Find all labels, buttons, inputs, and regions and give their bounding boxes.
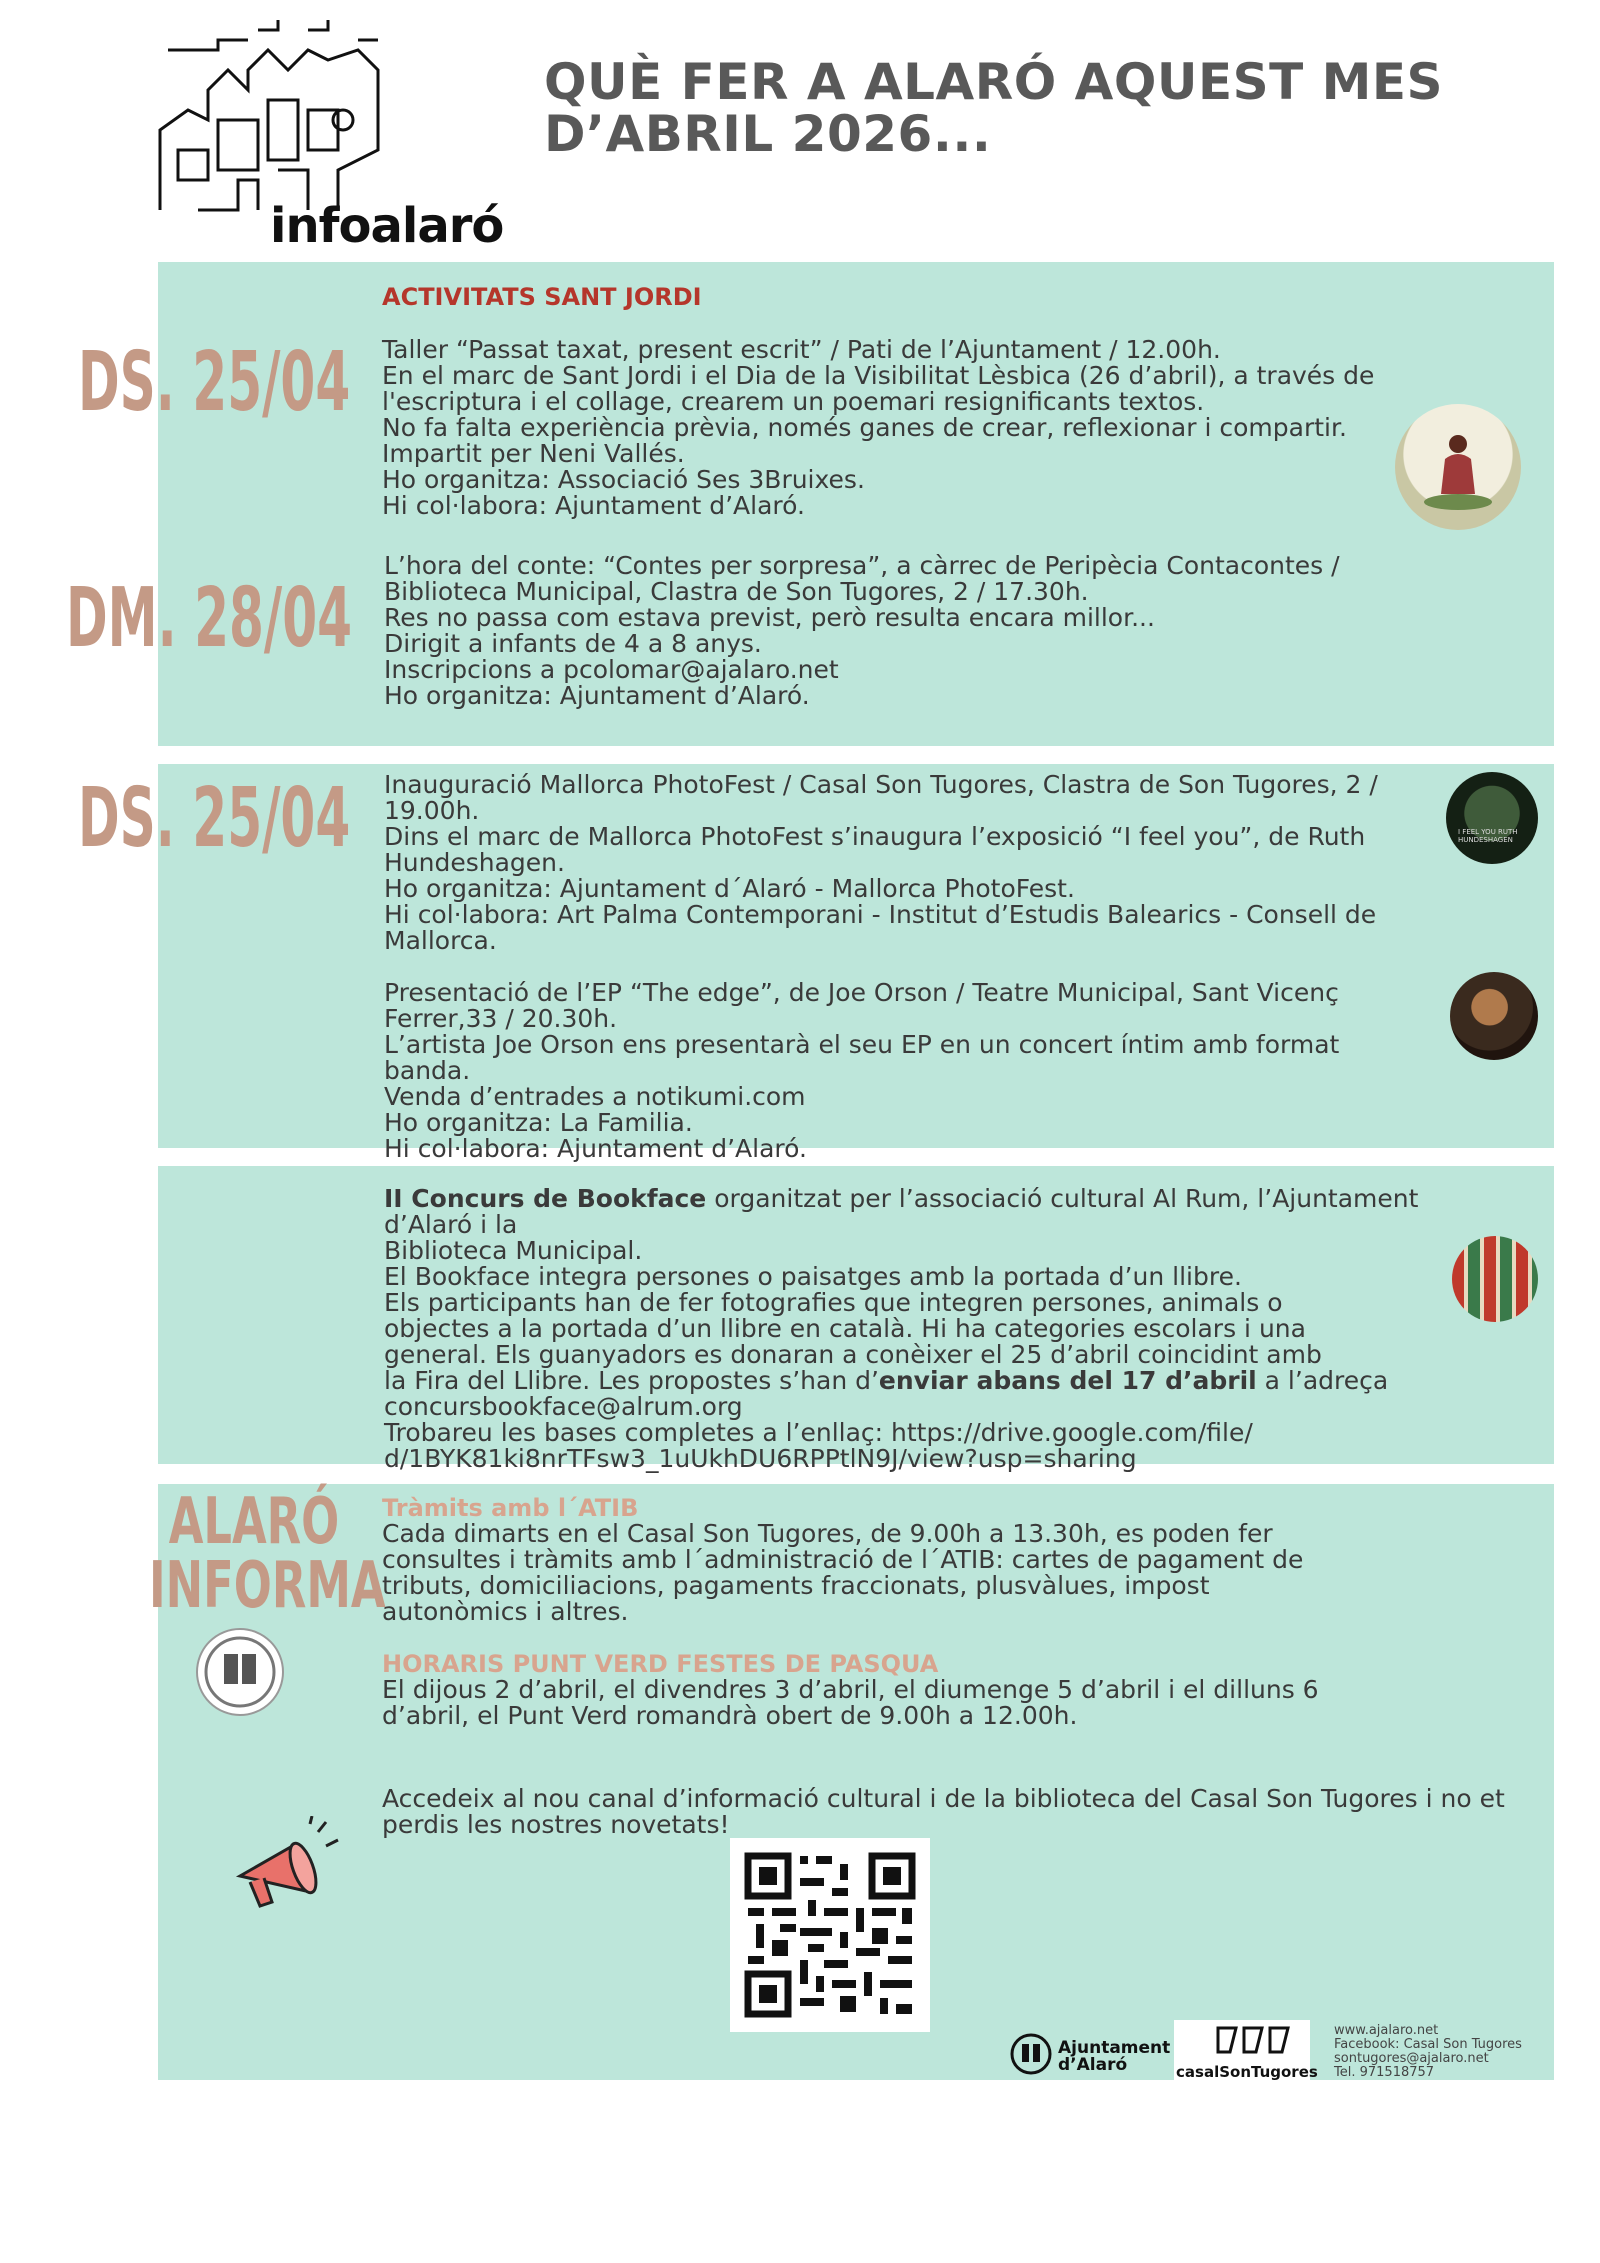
event-photo bbox=[1395, 404, 1521, 530]
bookface-photo bbox=[1452, 1236, 1538, 1322]
event-description: Presentació de l’EP “The edge”, de Joe Orson / Teatre Municipal, Sant Vicenç Ferrer,33 / 20.30h. L’artista Joe Orson ens presentarà el seu EP en un concert íntim amb format banda. Venda d’entrades a notikumi.com Ho organitza: La Familia. Hi col·labora: Ajuntament d’Alaró. bbox=[384, 978, 1340, 1163]
reading-woman-icon bbox=[1395, 404, 1521, 530]
page-title bbox=[544, 53, 1444, 163]
ajuntament-logo-text bbox=[1058, 2040, 1170, 2074]
event-date: DS. 25/04 bbox=[78, 335, 351, 430]
alaro-informa-title bbox=[149, 1485, 386, 1623]
side-title-line1: ALARÓ bbox=[168, 1485, 340, 1559]
footer-facebook[interactable]: Facebook: Casal Son Tugores bbox=[1334, 2037, 1522, 2052]
footer-email[interactable]: sontugores@ajalaro.net bbox=[1334, 2051, 1489, 2066]
bookface-description bbox=[384, 1186, 1514, 1472]
side-title-line2: INFORMA bbox=[149, 1549, 386, 1623]
photofest-photo bbox=[1446, 772, 1538, 864]
coat-of-arms-icon bbox=[198, 1630, 282, 1714]
joe-orson-photo bbox=[1450, 972, 1538, 1060]
event-date: DS. 25/04 bbox=[78, 771, 351, 866]
bookface-title: II Concurs de Bookface bbox=[384, 1184, 707, 1213]
channel-text: Accedeix al nou canal d’informació cultural i de la biblioteca del Casal Son Tugores i no et perdis les nostres novetats! bbox=[382, 1784, 1505, 1839]
photofest-caption: I FEEL YOU RUTH HUNDESHAGEN bbox=[1458, 828, 1518, 844]
ajuntament-seal-icon bbox=[196, 1628, 284, 1716]
footer-tel: Tel. 971518757 bbox=[1334, 2065, 1435, 2080]
atib-text: Cada dimarts en el Casal Son Tugores, de 9.00h a 13.30h, es poden fer consultes i tràmits amb l´administració de l´ATIB: cartes de pagament de tributs, domiciliacions, pagaments fraccionats, plusvàlues, impost autonòmics i altres. bbox=[382, 1519, 1304, 1626]
event-description: Inauguració Mallorca PhotoFest / Casal Son Tugores, Clastra de Son Tugores, 2 / 19.00h. Dins el marc de Mallorca PhotoFest s’inaugura l’exposició “I feel you”, de Ruth Hundeshagen. Ho organitza: Ajuntament d´Alaró - Mallorca PhotoFest. Hi col·labora: Art Palma Contemporani - Institut d’Estudis Balearics - Consell de Mallorca. bbox=[384, 770, 1378, 955]
ajuntament-logo-icon bbox=[1010, 2030, 1052, 2078]
casal-logo bbox=[1174, 2020, 1318, 2084]
casal-name: casalSonTugores bbox=[1176, 2063, 1318, 2081]
footer-web[interactable]: www.ajalaro.net bbox=[1334, 2023, 1439, 2038]
page-title-line1: QUÈ FER A ALARÓ AQUEST MES bbox=[544, 53, 1444, 111]
footer-contact bbox=[1334, 2024, 1522, 2080]
punt-verd-title: HORARIS PUNT VERD FESTES DE PASQUA bbox=[382, 1650, 939, 1678]
page-title-line2: D’ABRIL 2026... bbox=[544, 105, 992, 163]
atib-title: Tràmits amb l´ATIB bbox=[382, 1494, 639, 1522]
bookface-outro: a l’adreça concursbookface@alrum.org Trobareu les bases completes a l’enllaç: https://drive.google.com/file/ d/1BYK81ki8nrTFsw3_1uUkhDU6RPPtlN9J/view?usp=sharing bbox=[384, 1366, 1389, 1473]
qr-code[interactable] bbox=[730, 1838, 930, 2032]
event-description: Taller “Passat taxat, present escrit” / Pati de l’Ajuntament / 12.00h. En el marc de Sant Jordi i el Dia de la Visibilitat Lèsbica (26 d’abril), a través de l'escriptura i el collage, crearem un poemari resignificants textos. No fa falta experiència prèvia, només ganes de crear, reflexionar i compartir. Impartit per Neni Vallés. Ho organitza: Associació Ses 3Bruixes. Hi col·labora: Ajuntament d’Alaró. bbox=[382, 335, 1375, 520]
ajuntament-line2: d’Alaró bbox=[1058, 2055, 1128, 2075]
bookface-deadline: enviar abans del 17 d’abril bbox=[878, 1366, 1257, 1395]
brand-name: infoalaró bbox=[270, 198, 504, 254]
megaphone-icon bbox=[226, 1816, 346, 1936]
event-description: L’hora del conte: “Contes per sorpresa”, a càrrec de Peripècia Contacontes / Biblioteca Municipal, Clastra de Son Tugores, 2 / 17.30h. Res no passa com estava previst, però resulta encara millor... Dirigit a infants de 4 a 8 anys. Inscripcions a pcolomar@ajalaro.net Ho organitza: Ajuntament d’Alaró. bbox=[384, 551, 1340, 710]
casal-blocks-icon bbox=[1174, 2022, 1310, 2058]
section-title: ACTIVITATS SANT JORDI bbox=[382, 283, 702, 311]
bookface-intro: organitzat per l’associació cultural Al Rum, l’Ajuntament d’Alaró i la Biblioteca Municipal. El Bookface integra persones o paisatges amb la portada d’un llibre. Els participants han de fer fotografies que integren persones, animals o objectes a la portada d’un llibre en català. Hi ha categories escolars i una general. Els guanyadors es donaran a conèixer el 25 d’abril coincidint amb la Fira del Llibre. Les propostes s’han d’ bbox=[384, 1184, 1419, 1395]
event-date: DM. 28/04 bbox=[66, 571, 353, 666]
ajuntament-line1: Ajuntament bbox=[1058, 2038, 1171, 2058]
qr-code-icon bbox=[730, 1838, 930, 2032]
punt-verd-text: El dijous 2 d’abril, el divendres 3 d’abril, el diumenge 5 d’abril i el dilluns 6 d’abril, el Punt Verd romandrà obert de 9.00h a 12.00h. bbox=[382, 1675, 1319, 1730]
